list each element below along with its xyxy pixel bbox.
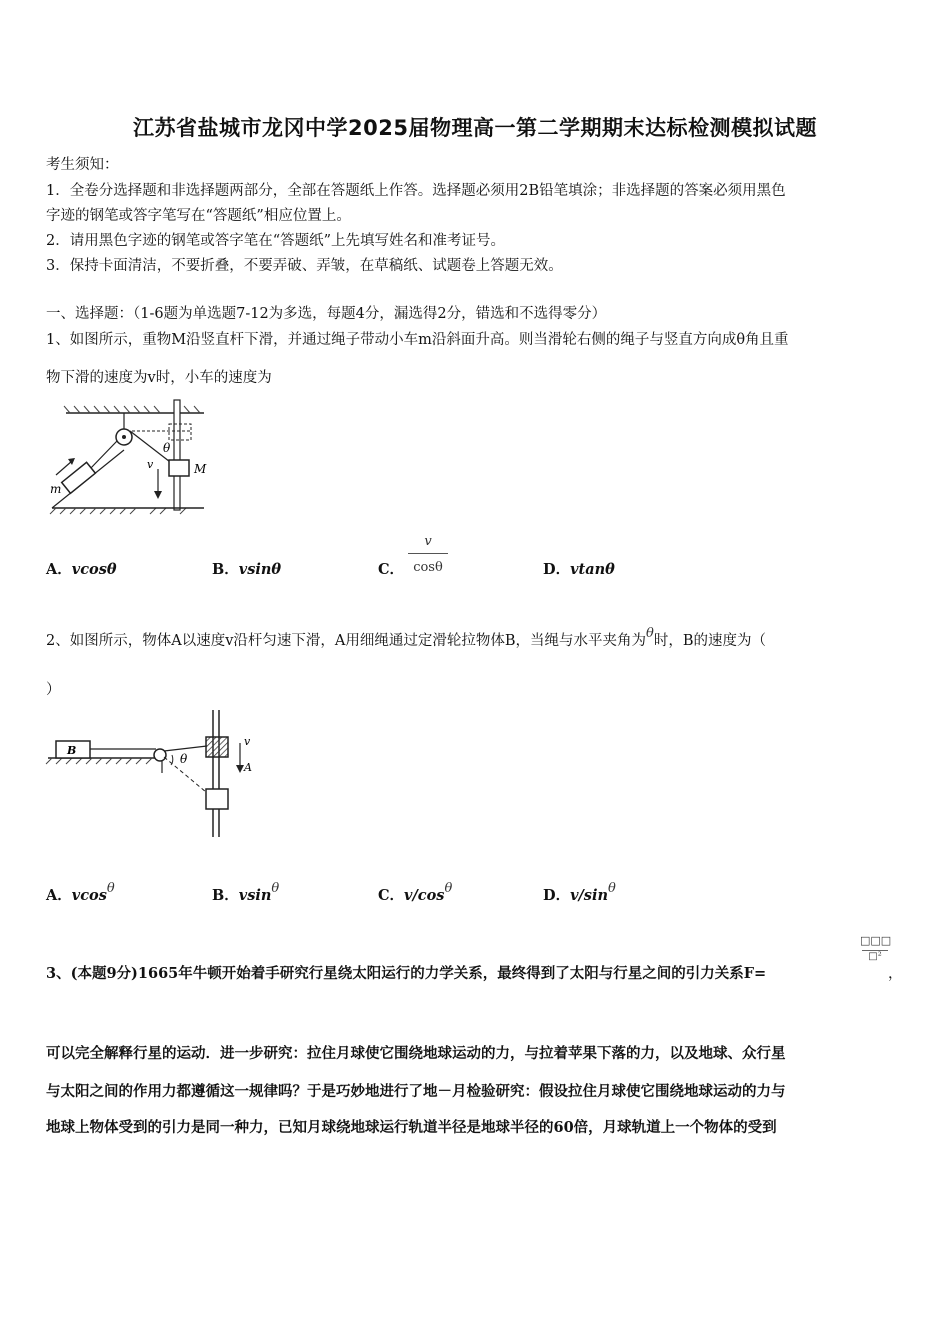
- formula-denominator: □²: [868, 951, 882, 962]
- page-title: 江苏省盐城市龙冈中学2025届物理高一第二学期期末达标检测模拟试题: [133, 116, 817, 140]
- option-c-numerator: v: [424, 534, 432, 549]
- option-d[interactable]: D．vtanθ: [543, 561, 615, 578]
- notice-heading: 考生须知：: [46, 157, 119, 173]
- option-d[interactable]: D．v/sinθ: [543, 881, 616, 904]
- question-3-text: 地球上物体受到的引力是同一种力，已知月球绕地球运行轨道半径是地球半径的60倍，月球轨道上一个物体的受到: [46, 1119, 777, 1136]
- label-theta: θ: [180, 752, 188, 766]
- label-M: M: [194, 462, 207, 476]
- option-b[interactable]: B．vsinθ: [212, 561, 282, 578]
- comma: ，: [888, 966, 903, 982]
- question-1-text: 1、如图所示，重物M沿竖直杆下滑，并通过绳子带动小车m沿斜面升高。则当滑轮右侧的绳子与竖直方向成θ角且重: [46, 332, 789, 348]
- label-v: v: [244, 735, 251, 748]
- label-m: m: [50, 482, 62, 496]
- label-theta: θ: [163, 441, 171, 455]
- question-3-text: 可以完全解释行星的运动．进一步研究：拉住月球使它围绕地球运动的力，与拉着苹果下落的力，以及地球、众行星: [46, 1045, 786, 1062]
- label-B: B: [67, 744, 77, 757]
- option-c-denominator: cosθ: [413, 560, 443, 575]
- fraction-bar: [408, 553, 448, 554]
- question-2-figure: [44, 705, 264, 840]
- question-1-text: 物下滑的速度为v时，小车的速度为: [46, 370, 272, 386]
- option-a[interactable]: A．vcosθ: [46, 881, 115, 904]
- question-3-text: 3、(本题9分)1665年牛顿开始着手研究行星绕太阳运行的力学关系，最终得到了太阳与行星之间的引力关系F=: [46, 965, 767, 982]
- option-a[interactable]: A．vcosθ: [46, 561, 117, 578]
- notice-item: 2．请用黑色字迹的钢笔或答字笔在“答题纸”上先填写姓名和准考证号。: [46, 233, 506, 249]
- question-1-figure: [44, 395, 214, 515]
- question-2-text: 2、如图所示，物体A以速度v沿杆匀速下滑，A用细绳通过定滑轮拉物体B，当绳与水平夹角为θ时，B的速度为（: [46, 626, 766, 649]
- question-2-text: ）: [46, 682, 61, 698]
- notice-item: 1．全卷分选择题和非选择题两部分，全部在答题纸上作答。选择题必须用2B铅笔填涂；非选择题的答案必须用黑色: [46, 183, 786, 199]
- option-b[interactable]: B．vsinθ: [212, 881, 280, 904]
- question-3-text: 与太阳之间的作用力都遵循这一规律吗？于是巧妙地进行了地－月检验研究：假设拉住月球使它围绕地球运动的力与: [46, 1083, 786, 1100]
- option-c[interactable]: C．v/cosθ: [378, 881, 453, 904]
- option-c[interactable]: C．: [378, 561, 405, 578]
- notice-item: 3．保持卡面清洁，不要折叠，不要弄破、弄皱，在草稿纸、试题卷上答题无效。: [46, 258, 563, 274]
- label-v: v: [147, 458, 154, 471]
- notice-item: 字迹的钢笔或答字笔写在“答题纸”相应位置上。: [46, 208, 351, 224]
- formula-numerator: □□□: [860, 934, 892, 947]
- label-A: A: [244, 761, 252, 774]
- section-heading: 一、选择题：（1-6题为单选题7-12为多选，每题4分，漏选得2分，错选和不选得零分）: [46, 306, 607, 322]
